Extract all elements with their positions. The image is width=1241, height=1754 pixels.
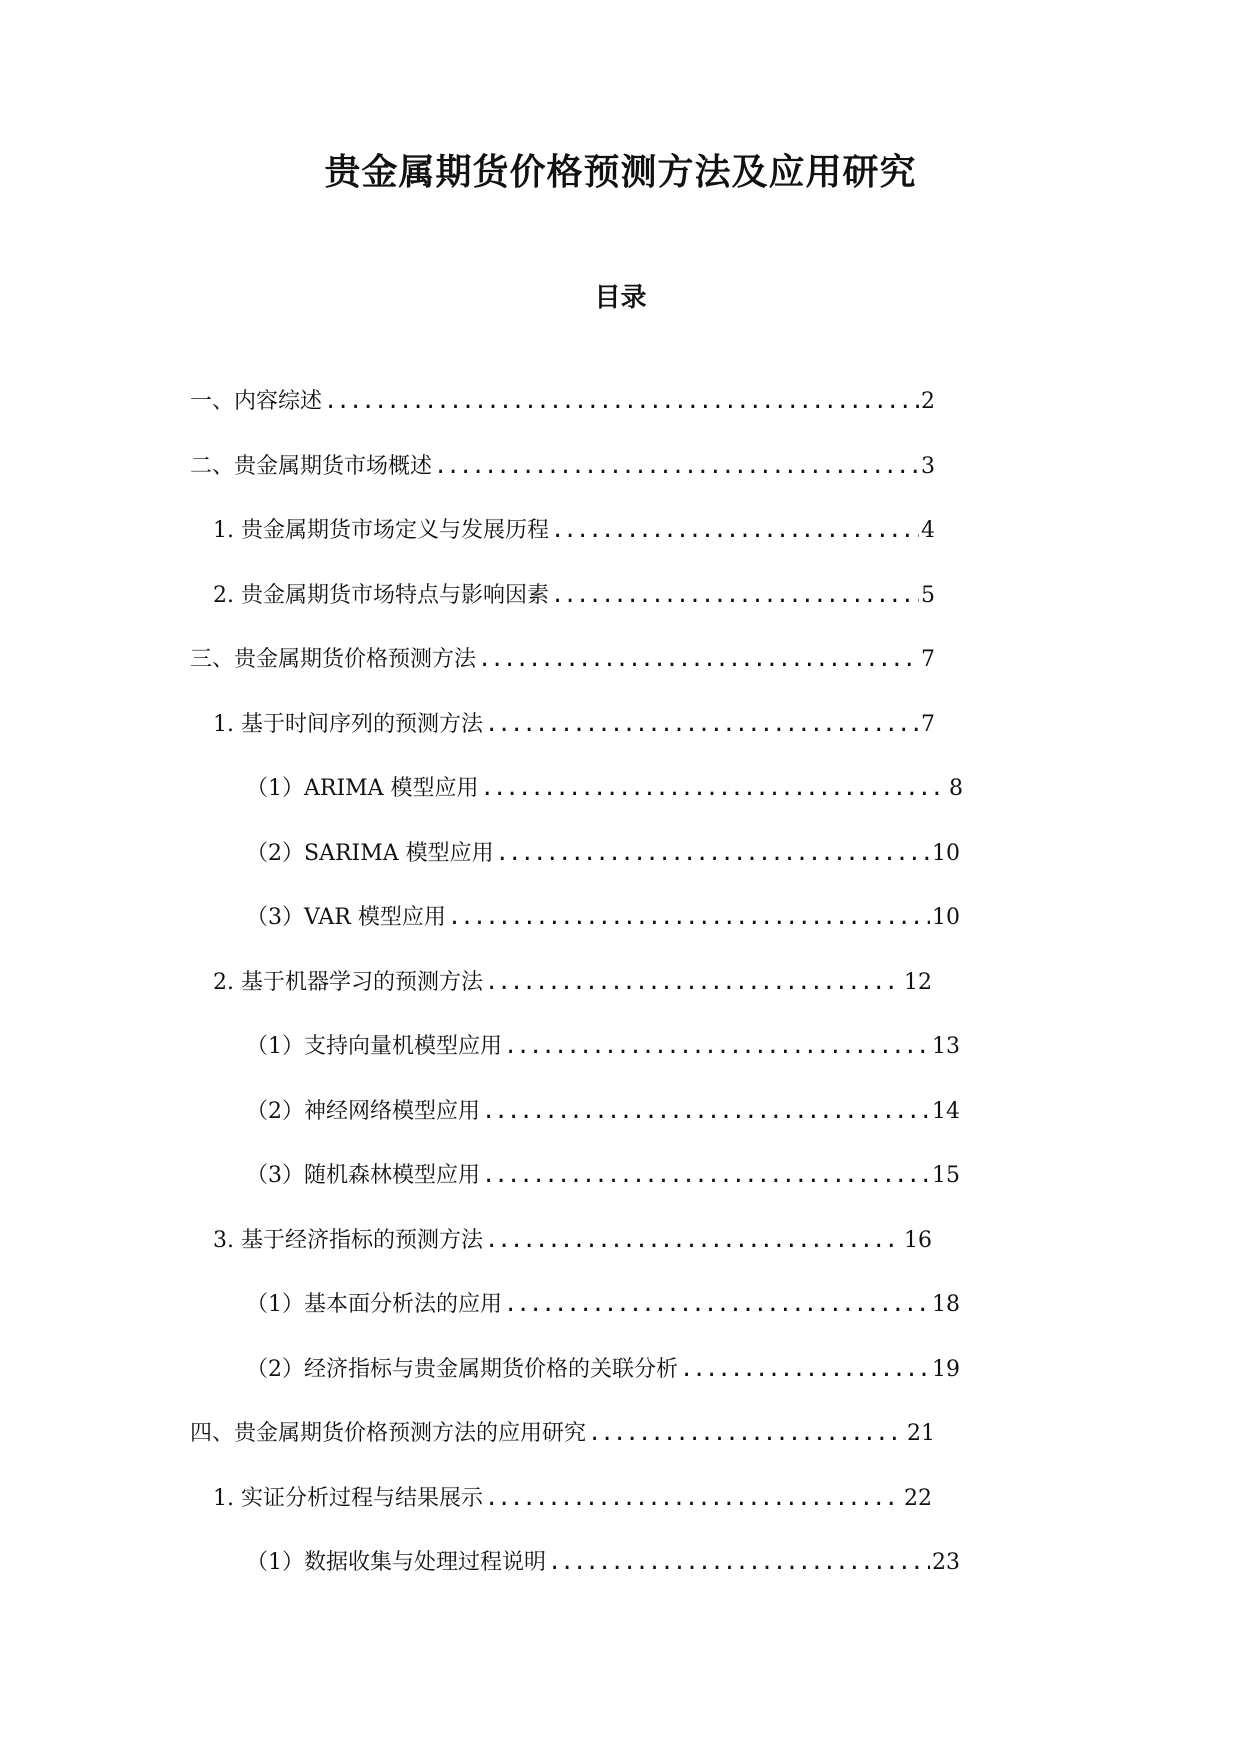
toc-entry[interactable]: [246, 1353, 960, 1387]
toc-dot-leader: [551, 514, 919, 548]
toc-entry[interactable]: [190, 643, 935, 677]
toc-entry[interactable]: [213, 1482, 932, 1516]
toc-dot-leader: [485, 966, 902, 1000]
toc-dot-leader: [504, 1288, 930, 1322]
toc-entry-title: 2. 基于机器学习的预测方法: [213, 970, 483, 995]
toc-entry-title: 一、内容综述: [190, 389, 323, 414]
toc-page-number: 13: [932, 1034, 960, 1059]
toc-page-number: 5: [921, 583, 935, 608]
toc-entry-title: 三、贵金属期货价格预测方法: [190, 647, 477, 672]
toc-entry-title: （3）VAR 模型应用: [246, 905, 446, 930]
toc-entry-title: （2）神经网络模型应用: [246, 1099, 480, 1124]
toc-entry[interactable]: [246, 1159, 960, 1193]
toc-entry[interactable]: [246, 1095, 960, 1129]
toc-page-number: 10: [932, 841, 960, 866]
toc-page-number: 22: [904, 1486, 932, 1511]
toc-dot-leader: [324, 385, 919, 419]
toc-dot-leader: [478, 643, 919, 677]
toc-page-number: 12: [904, 970, 932, 995]
toc-entry[interactable]: [213, 708, 935, 742]
toc-page-number: 16: [904, 1228, 932, 1253]
toc-dot-leader: [482, 1159, 930, 1193]
toc-entry[interactable]: [190, 1417, 935, 1451]
toc-page-number: 8: [949, 776, 963, 801]
toc-entry-title: （1）基本面分析法的应用: [246, 1292, 502, 1317]
toc-dot-leader: [482, 1095, 930, 1129]
toc-page-number: 2: [921, 389, 935, 414]
toc-entry-title: （2）SARIMA 模型应用: [246, 841, 494, 866]
toc-entry[interactable]: [213, 966, 932, 1000]
toc-entry[interactable]: [246, 901, 960, 935]
toc-dot-leader: [496, 837, 930, 871]
toc-entry-title: （1）支持向量机模型应用: [246, 1034, 502, 1059]
toc-entry-title: 1. 贵金属期货市场定义与发展历程: [213, 518, 549, 543]
toc-heading: 目录: [594, 283, 647, 313]
toc-entry-title: （2）经济指标与贵金属期货价格的关联分析: [246, 1357, 678, 1382]
toc-entry[interactable]: [246, 1288, 960, 1322]
toc-dot-leader: [548, 1546, 930, 1580]
toc-entry-title: 2. 贵金属期货市场特点与影响因素: [213, 583, 549, 608]
toc-entry-title: 1. 实证分析过程与结果展示: [213, 1486, 483, 1511]
toc-page-number: 10: [932, 905, 960, 930]
toc-page-number: 23: [932, 1550, 960, 1575]
toc-dot-leader: [485, 1482, 902, 1516]
toc-page-number: 21: [907, 1421, 935, 1446]
toc-dot-leader: [588, 1417, 905, 1451]
toc-entry[interactable]: [246, 772, 963, 806]
toc-page-number: 18: [932, 1292, 960, 1317]
toc-page-number: 7: [921, 712, 935, 737]
toc-entry[interactable]: [190, 385, 935, 419]
toc-dot-leader: [485, 708, 919, 742]
toc-entry-title: 四、贵金属期货价格预测方法的应用研究: [190, 1421, 587, 1446]
toc-entry-title: （1）ARIMA 模型应用: [246, 776, 479, 801]
toc-entry-title: 二、贵金属期货市场概述: [190, 454, 433, 479]
toc-dot-leader: [434, 450, 919, 484]
toc-entry-title: 3. 基于经济指标的预测方法: [213, 1228, 483, 1253]
toc-entry[interactable]: [246, 1030, 960, 1064]
toc-entry-title: （3）随机森林模型应用: [246, 1163, 480, 1188]
toc-entry[interactable]: [246, 837, 960, 871]
toc-page-number: 14: [932, 1099, 960, 1124]
toc-entry[interactable]: [246, 1546, 960, 1580]
toc-dot-leader: [481, 772, 947, 806]
toc-entry[interactable]: [213, 579, 935, 613]
toc-dot-leader: [680, 1353, 930, 1387]
toc-dot-leader: [485, 1224, 902, 1258]
toc-entry[interactable]: [213, 1224, 932, 1258]
toc-entry[interactable]: [213, 514, 935, 548]
document-title: 贵金属期货价格预测方法及应用研究: [324, 152, 917, 193]
toc-entry[interactable]: [190, 450, 935, 484]
toc-page-number: 19: [932, 1357, 960, 1382]
toc-page-number: 4: [921, 518, 935, 543]
toc-page-number: 3: [921, 454, 935, 479]
toc-dot-leader: [551, 579, 919, 613]
toc-page-number: 7: [921, 647, 935, 672]
toc-page-number: 15: [932, 1163, 960, 1188]
toc-entry-title: （1）数据收集与处理过程说明: [246, 1550, 546, 1575]
toc-entry-title: 1. 基于时间序列的预测方法: [213, 712, 483, 737]
toc-dot-leader: [504, 1030, 930, 1064]
toc-dot-leader: [448, 901, 930, 935]
